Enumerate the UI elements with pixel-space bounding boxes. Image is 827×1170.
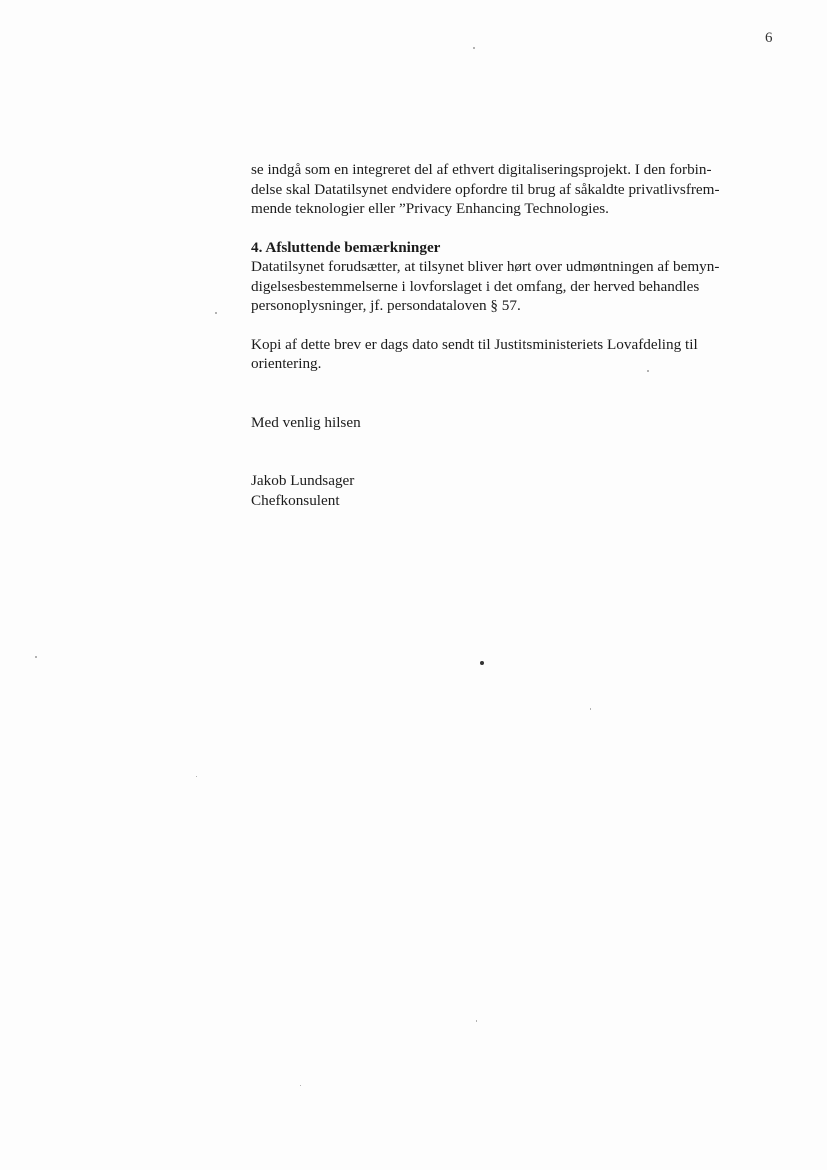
signature-title: Chefkonsulent [251, 491, 340, 509]
scan-speck [215, 312, 217, 314]
text-line: se indgå som en integreret del af ethvert digitaliseringsprojekt. I den forbin- [251, 161, 712, 178]
scan-speck [590, 708, 591, 710]
scan-speck [196, 776, 197, 777]
page-number: 6 [765, 30, 773, 46]
signature-block [251, 471, 781, 510]
paragraph-copy-notice [251, 335, 781, 374]
scan-speck [473, 47, 475, 49]
section-heading: 4. Afsluttende bemærkninger [251, 238, 441, 256]
section-closing-remarks [251, 238, 781, 316]
scan-speck [476, 1020, 477, 1022]
letter-body [251, 160, 781, 510]
text-line: Kopi af dette brev er dags dato sendt til Justitsministeriets Lovafdeling til [251, 335, 698, 353]
text-line: orientering. [251, 355, 322, 372]
scan-speck [647, 370, 649, 372]
text-line: Datatilsynet forudsætter, at tilsynet bliver hørt over udmøntningen af bemyn- [251, 258, 720, 275]
scan-speck [35, 656, 37, 658]
text-line: delse skal Datatilsynet endvidere opfordre til brug af såkaldte privatlivsfrem- [251, 180, 720, 198]
scan-speck [300, 1085, 301, 1086]
scan-speck [480, 661, 484, 665]
text-line: digelsesbestemmelserne i lovforslaget i det omfang, der herved behandles [251, 277, 700, 295]
text-line: personoplysninger, jf. persondataloven § 57. [251, 297, 521, 314]
closing-greeting: Med venlig hilsen [251, 413, 361, 431]
text-line: mende teknologier eller ”Privacy Enhancing Technologies. [251, 200, 609, 217]
signature-name: Jakob Lundsager [251, 472, 355, 489]
paragraph-digitalisation [251, 160, 781, 219]
